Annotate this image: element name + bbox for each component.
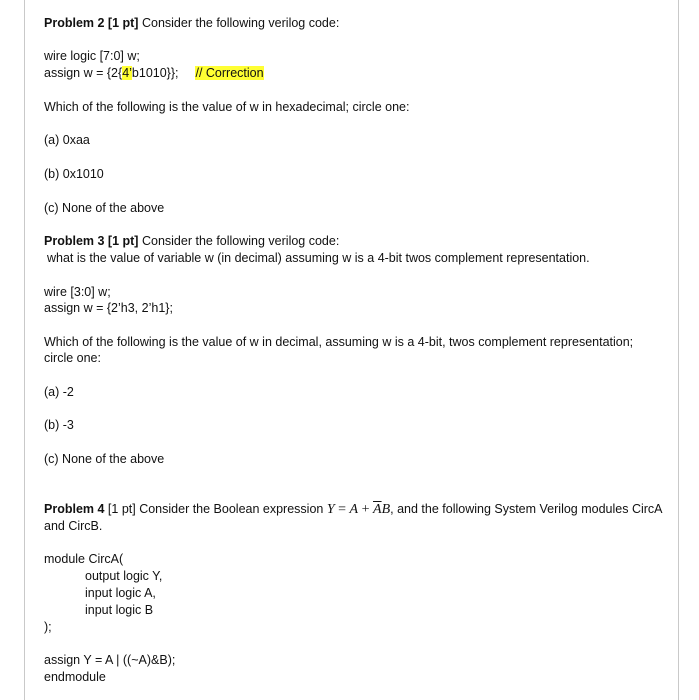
problem2-header: [44, 15, 339, 31]
eq-y: Y: [326, 502, 335, 517]
problem2-option-a: (a) 0xaa: [44, 133, 90, 147]
problem2-code-line1: wire logic [7:0] w;: [44, 49, 140, 63]
circa-module-line: module CircA(: [44, 552, 124, 566]
problem2-question: Which of the following is the value of w in hexadecimal; circle one:: [44, 100, 410, 114]
boolean-expression: [327, 502, 390, 517]
circa-close-paren: );: [44, 620, 52, 634]
problem3-question-line1: Which of the following is the value of w in decimal, assuming w is a 4-bit, twos complement representation;: [44, 335, 634, 349]
problem3-question-line2: circle one:: [44, 351, 101, 365]
correction-comment: // Correction: [195, 66, 264, 80]
problem2-heading: Problem 2: [44, 16, 105, 30]
problem3-code-line2: assign w = {2’h3, 2’h1};: [44, 301, 173, 315]
problem4-intro-pre: Consider the Boolean expression: [139, 502, 324, 516]
problem2-points: [1 pt]: [107, 16, 139, 30]
eq-a-bar: $\overline{A}$: [373, 502, 382, 517]
problem3-intro: Consider the following verilog code:: [141, 234, 340, 248]
problem3-subintro: what is the value of variable w (in decimal) assuming w is a 4-bit twos complement representation.: [47, 251, 590, 265]
eq-equals: =: [334, 502, 350, 517]
eq-plus: +: [358, 502, 374, 517]
problem4-heading: Problem 4: [44, 502, 105, 516]
problem2-option-b: (b) 0x1010: [44, 167, 104, 181]
problem3-points: [1 pt]: [107, 234, 139, 248]
problem4-header: [44, 501, 663, 518]
problem2-option-c: (c) None of the above: [44, 201, 165, 215]
problem4-points: [1 pt]: [107, 502, 136, 516]
problem2-intro: Consider the following verilog code:: [141, 16, 340, 30]
problem4-intro-post: , and the following System Verilog modules CircA: [390, 502, 663, 516]
code-line2-pre: assign w = {2{: [44, 66, 123, 80]
circa-port-a: input logic A,: [85, 586, 156, 600]
circa-endmodule: endmodule: [44, 670, 106, 684]
circa-port-b: input logic B: [85, 603, 154, 617]
problem3-option-c: (c) None of the above: [44, 452, 165, 466]
circa-assign-line: assign Y = A | ((~A)&B);: [44, 653, 176, 667]
eq-a: A: [349, 502, 359, 517]
problem3-heading: Problem 3: [44, 234, 105, 248]
eq-b: B: [381, 502, 391, 517]
problem2-code-line2: [44, 65, 264, 81]
problem3-option-a: (a) -2: [44, 385, 74, 399]
highlighted-literal: 4’: [122, 66, 132, 80]
problem4-intro-line2: and CircB.: [44, 519, 103, 533]
code-line2-post: b1010}};: [131, 66, 179, 80]
circa-port-y: output logic Y,: [85, 569, 163, 583]
problem3-code-line1: wire [3:0] w;: [44, 285, 111, 299]
problem3-option-b: (b) -3: [44, 418, 74, 432]
problem3-header: [44, 233, 339, 249]
